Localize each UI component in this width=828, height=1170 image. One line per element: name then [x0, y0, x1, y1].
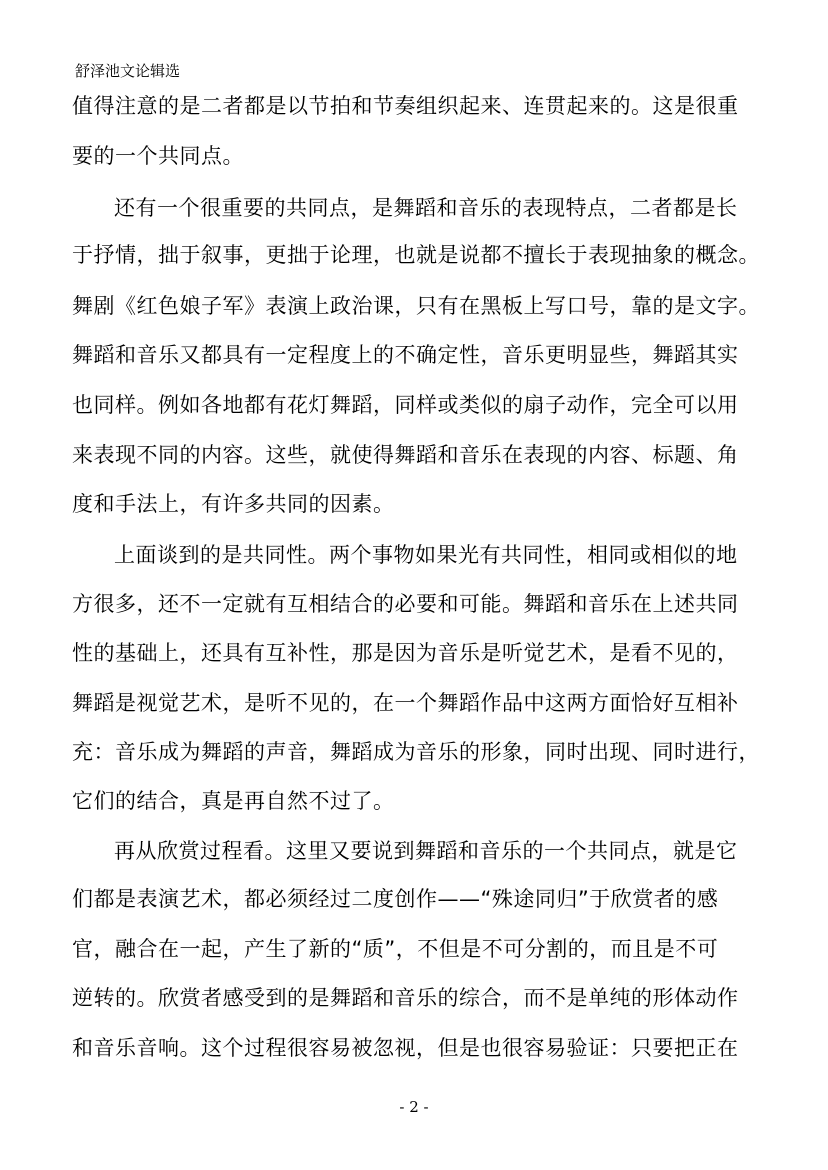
body-line: 来表现不同的内容。这些，就使得舞蹈和音乐在表现的内容、标题、角	[72, 443, 739, 467]
body-line: 舞蹈和音乐又都具有一定程度上的不确定性，音乐更明显些，舞蹈其实	[72, 343, 739, 367]
body-line: 充：音乐成为舞蹈的声音，舞蹈成为音乐的形象，同时出现、同时进行，	[72, 740, 760, 764]
body-line: 方很多，还不一定就有互相结合的必要和可能。舞蹈和音乐在上述共同	[72, 592, 739, 616]
body-line: 也同样。例如各地都有花灯舞蹈，同样或类似的扇子动作，完全可以用	[72, 393, 739, 417]
body-line: 于抒情，拙于叙事，更拙于论理，也就是说都不擅长于表现抽象的概念。	[72, 243, 760, 267]
body-line: 它们的结合，真是再自然不过了。	[72, 789, 395, 813]
paragraph-start-line: 还有一个很重要的共同点，是舞蹈和音乐的表现特点，二者都是长	[114, 196, 738, 220]
paragraph-start-line: 再从欣赏过程看。这里又要说到舞蹈和音乐的一个共同点，就是它	[114, 839, 738, 863]
body-line: 逆转的。欣赏者感受到的是舞蹈和音乐的综合，而不是单纯的形体动作	[72, 986, 739, 1010]
body-line: 度和手法上，有许多共同的因素。	[72, 492, 395, 516]
body-line: 值得注意的是二者都是以节拍和节奏组织起来、连贯起来的。这是很重	[72, 94, 739, 118]
body-line: 舞蹈是视觉艺术，是听不见的，在一个舞蹈作品中这两方面恰好互相补	[72, 691, 739, 715]
body-line: 和音乐音响。这个过程很容易被忽视，但是也很容易验证：只要把正在	[72, 1036, 739, 1060]
body-line: 们都是表演艺术，都必须经过二度创作——“殊途同归”于欣赏者的感	[72, 887, 719, 911]
paragraph-start-line: 上面谈到的是共同性。两个事物如果光有共同性，相同或相似的地	[114, 543, 738, 567]
running-header: 舒泽池文论辑选	[75, 62, 181, 80]
body-line: 舞剧《红色娘子军》表演上政治课，只有在黑板上写口号，靠的是文字。	[72, 294, 760, 318]
body-line: 性的基础上，还具有互补性，那是因为音乐是听觉艺术，是看不见的，	[72, 641, 739, 665]
body-line: 官，融合在一起，产生了新的“质”，不但是不可分割的，而且是不可	[72, 937, 719, 961]
page-number: - 2 -	[399, 1098, 429, 1116]
body-line: 要的一个共同点。	[72, 144, 244, 168]
